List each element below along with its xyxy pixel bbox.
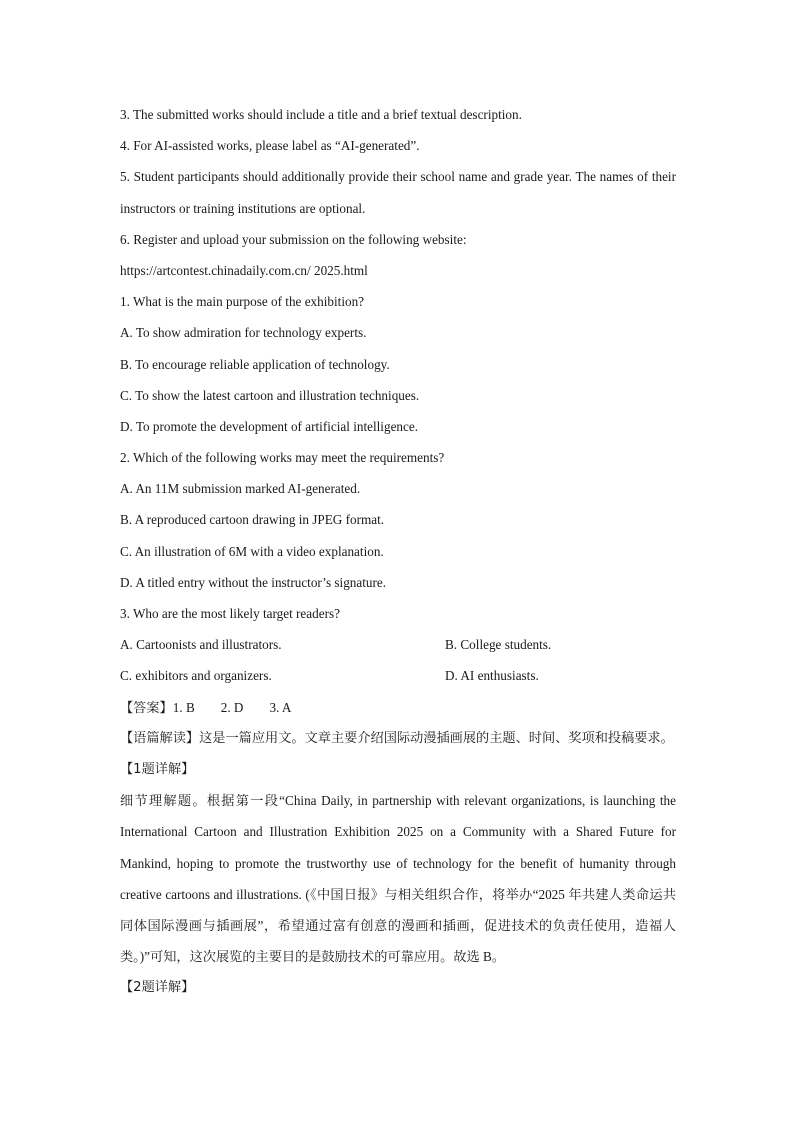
q2-detail-heading: 【2题详解】 — [120, 980, 195, 996]
question-3-stem: 3. Who are the most likely target readers? — [120, 606, 340, 622]
question-2-option-d: D. A titled entry without the instructor’s signature. — [120, 574, 387, 590]
requirement-5: 5. Student participants should additionally provide their school name and grade year. The names of their instructors or training institutions are optional. — [120, 169, 676, 216]
answer-1: 1. B — [172, 699, 195, 715]
question-1-option-d: D. To promote the development of artificial intelligence. — [120, 418, 419, 434]
question-3-option-c: C. exhibitors and organizers. — [120, 668, 272, 684]
answer-2: 2. D — [220, 699, 244, 715]
question-1-option-b: B. To encourage reliable application of technology. — [120, 356, 390, 372]
requirement-6: 6. Register and upload your submission on the following website: — [120, 231, 467, 247]
question-3-options-row-1 — [120, 629, 676, 660]
q1-detail-text: 细节理解题。根据第一段“China Daily, in partnership with relevant organizations, is launching the International Cartoon and Illustration Exhibition 2025 on a Community with a Shared Future for Mankind, hoping to promote the trustworthy use of technology for the benefit of humanity through creative cartoons and illustrations. (《中国日报》与相关组织合作，将举办“2025 年共建人类命运共同体国际漫画与插画展”，希望通过富有创意的漫画和插画，促进技术的负责任使用，造福人类。)”可知，这次展览的主要目的是鼓励技术的可靠应用。故选 B。 — [120, 793, 676, 965]
question-3-option-b: B. College students. — [445, 637, 552, 653]
question-1-option-c: C. To show the latest cartoon and illustration techniques. — [120, 387, 420, 403]
passage-reading: 【语篇解读】这是一篇应用文。文章主要介绍国际动漫插画展的主题、时间、奖项和投稿要求。 — [120, 730, 674, 746]
question-2-option-b: B. A reproduced cartoon drawing in JPEG format. — [120, 512, 385, 528]
submission-url: https://artcontest.chinadaily.com.cn/ 2025.html — [120, 262, 368, 278]
question-2-option-c: C. An illustration of 6M with a video explanation. — [120, 543, 384, 559]
requirement-4: 4. For AI-assisted works, please label as “AI-generated”. — [120, 138, 420, 154]
document-body — [120, 99, 676, 1004]
question-2-stem: 2. Which of the following works may meet the requirements? — [120, 450, 445, 466]
question-3-option-d: D. AI enthusiasts. — [445, 668, 539, 684]
question-1-option-a: A. To show admiration for technology experts. — [120, 325, 367, 341]
answer-label: 【答案】 — [120, 700, 173, 716]
question-1-stem: 1. What is the main purpose of the exhibition? — [120, 294, 365, 310]
answer-key — [120, 692, 676, 723]
question-3-options-row-2 — [120, 660, 676, 691]
question-2-option-a: A. An 11M submission marked AI-generated. — [120, 481, 361, 497]
requirement-3: 3. The submitted works should include a title and a brief textual description. — [120, 107, 522, 122]
q1-detail-heading: 【1题详解】 — [120, 761, 195, 777]
question-3-option-a: A. Cartoonists and illustrators. — [120, 637, 282, 653]
answer-3: 3. A — [269, 699, 292, 715]
